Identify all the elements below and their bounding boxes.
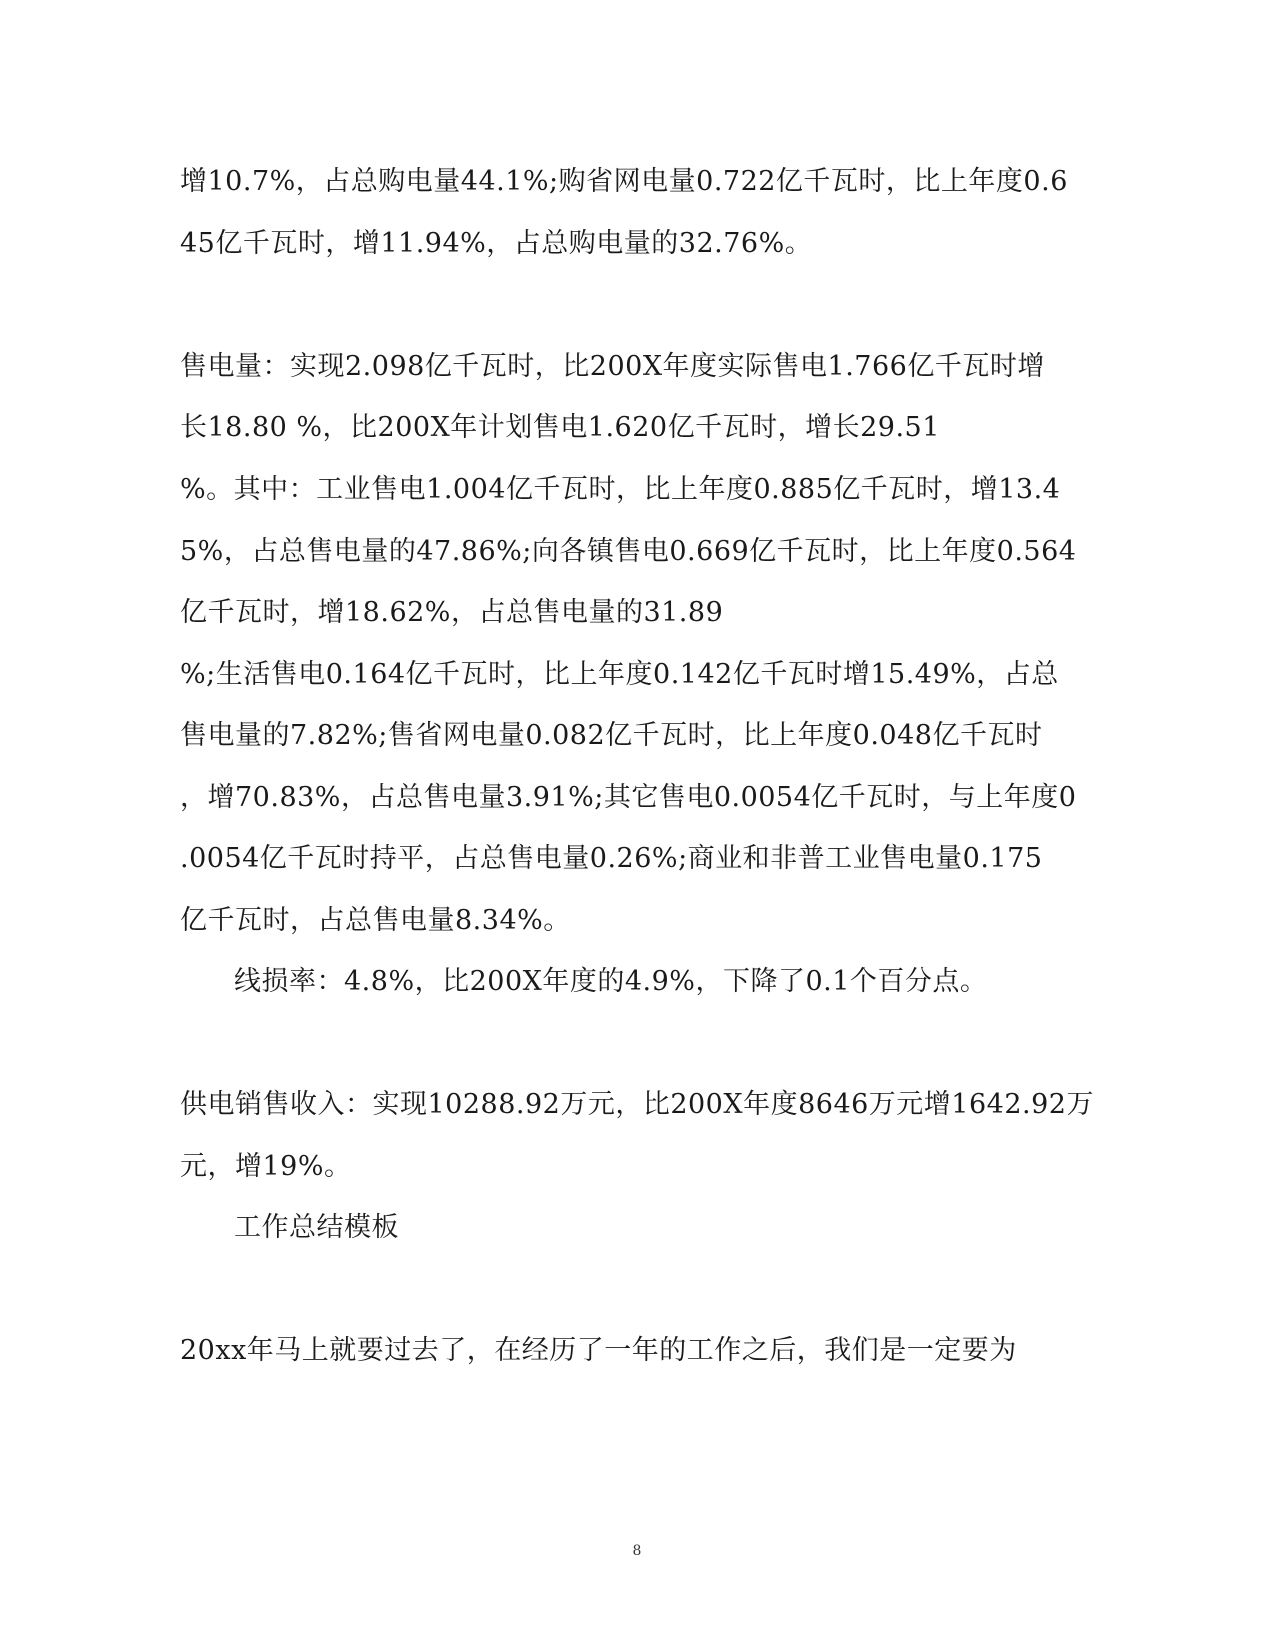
text-line: 亿千瓦时，增18.62%，占总售电量的31.89 [180, 597, 724, 628]
text-line: %。其中：工业售电1.004亿千瓦时，比上年度0.885亿千瓦时，增13.4 [180, 474, 1061, 505]
text-line: 亿千瓦时，占总售电量8.34%。 [180, 905, 571, 936]
text-line: 增10.7%，占总购电量44.1%;购省网电量0.722亿千瓦时，比上年度0.6 [180, 166, 1068, 197]
text-line: 45亿千瓦时，增11.94%，占总购电量的32.76%。 [180, 228, 813, 259]
page-number: 8 [632, 1543, 642, 1559]
text-line: 线损率：4.8%，比200X年度的4.9%，下降了0.1个百分点。 [234, 966, 988, 997]
text-line: 供电销售收入：实现10288.92万元，比200X年度8646万元增1642.92万 [180, 1089, 1094, 1120]
section-heading: 工作总结模板 [234, 1212, 399, 1243]
text-line: 售电量的7.82%;售省网电量0.082亿千瓦时，比上年度0.048亿千瓦时 [180, 720, 1043, 751]
text-line: %;生活售电0.164亿千瓦时，比上年度0.142亿千瓦时增15.49%，占总 [180, 659, 1059, 690]
text-line: 长18.80 %，比200X年计划售电1.620亿千瓦时，增长29.51 [180, 412, 940, 443]
text-line: 元，增19%。 [180, 1151, 352, 1182]
text-line: 20xx年马上就要过去了，在经历了一年的工作之后，我们是一定要为 [180, 1335, 1017, 1366]
text-line: 售电量：实现2.098亿千瓦时，比200X年度实际售电1.766亿千瓦时增 [180, 351, 1045, 382]
text-line: 5%，占总售电量的47.86%;向各镇售电0.669亿千瓦时，比上年度0.564 [180, 536, 1077, 567]
text-line: ，增70.83%，占总售电量3.91%;其它售电0.0054亿千瓦时，与上年度0 [180, 782, 1077, 813]
text-line: .0054亿千瓦时持平，占总售电量0.26%;商业和非普工业售电量0.175 [180, 843, 1043, 874]
